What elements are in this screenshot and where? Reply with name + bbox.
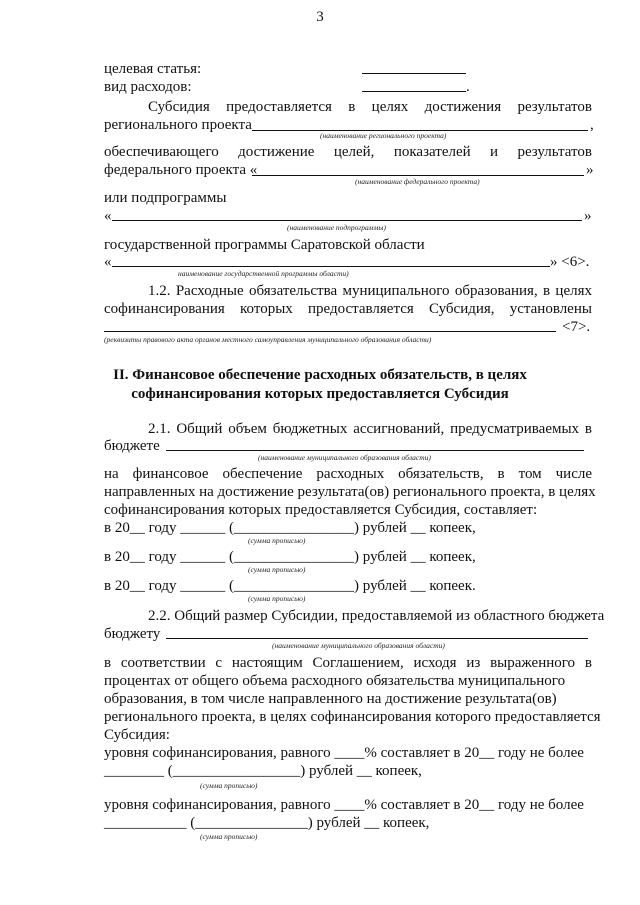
word: из bbox=[466, 655, 481, 671]
section2-heading-line2: софинансирования которых предоставляется Субсидия bbox=[131, 386, 509, 402]
word: результатов bbox=[517, 144, 592, 160]
word: числе bbox=[555, 466, 592, 482]
federal-project-prefix: федерального проекта « bbox=[104, 162, 258, 178]
word: и bbox=[490, 144, 499, 160]
p21-year-row: в 20__ году ______ (________________) рублей __ копеек, bbox=[104, 549, 476, 565]
word: Субсидия bbox=[148, 99, 210, 115]
word: показателей bbox=[393, 144, 471, 160]
subprogram-blank bbox=[112, 220, 582, 221]
word: обязательств, bbox=[398, 466, 484, 482]
sum-caption: (сумма прописью) bbox=[200, 832, 258, 841]
p22-line5: образования, в том числе направленного на достижение результата(ов) bbox=[104, 691, 557, 707]
word: ассигнований, bbox=[353, 421, 445, 437]
word: 2.1. bbox=[148, 421, 171, 437]
expense-type-label: вид расходов: bbox=[104, 79, 192, 95]
word: Субсидия, bbox=[428, 301, 495, 317]
word: которых bbox=[240, 301, 293, 317]
p21-budget-blank bbox=[166, 450, 584, 451]
word: в bbox=[348, 99, 356, 115]
p22-level-sum: ___________ (_______________) рублей __ копеек, bbox=[104, 815, 430, 831]
word: результатов bbox=[517, 99, 592, 115]
word: целях bbox=[371, 99, 409, 115]
word: обеспечивающего bbox=[104, 144, 219, 160]
p21-year-row: в 20__ году ______ (________________) рублей __ копеек, bbox=[104, 520, 476, 536]
p22-line7: Субсидия: bbox=[104, 727, 170, 743]
expense-type-blank bbox=[362, 91, 466, 92]
word: Расходные bbox=[175, 283, 244, 299]
state-program-suffix: » <6>. bbox=[550, 254, 590, 270]
word: предоставляется bbox=[226, 99, 332, 115]
p12-suffix: <7>. bbox=[562, 319, 591, 335]
close-quote: » bbox=[584, 208, 592, 224]
p22-level-sum: ________ (_________________) рублей __ копеек, bbox=[104, 763, 422, 779]
word: бюджетных bbox=[272, 421, 348, 437]
p22-level-row: уровня софинансирования, равного ____% составляет в 20__ году не более bbox=[104, 797, 584, 813]
word: целях bbox=[555, 283, 592, 299]
open-quote: « bbox=[104, 208, 112, 224]
word: образования, bbox=[454, 283, 538, 299]
subprogram-caption: (наименование подпрограммы) bbox=[287, 223, 386, 232]
comma: , bbox=[590, 117, 594, 133]
word: предоставляется bbox=[307, 301, 414, 317]
word: выраженного bbox=[490, 655, 576, 671]
p22-budget-blank bbox=[166, 638, 588, 639]
section2-heading-line1: II. Финансовое обеспечение расходных обязательств, в целях bbox=[113, 367, 527, 383]
regional-project-prefix: регионального проекта bbox=[104, 117, 252, 133]
sum-caption: (сумма прописью) bbox=[248, 594, 306, 603]
p12-blank bbox=[104, 331, 556, 332]
p21-budget-caption: (наименование муниципального образования области) bbox=[258, 453, 431, 462]
word: предусматриваемых bbox=[450, 421, 580, 437]
open-quote: « bbox=[104, 254, 112, 270]
word: обязательства bbox=[248, 283, 338, 299]
state-program: государственной программы Саратовской области bbox=[104, 237, 425, 253]
word: муниципального bbox=[342, 283, 450, 299]
word: обеспечение bbox=[222, 466, 303, 482]
word: соответствии bbox=[120, 655, 206, 671]
word: объем bbox=[228, 421, 267, 437]
word: том bbox=[518, 466, 542, 482]
word: софинансирования bbox=[104, 301, 225, 317]
target-article-blank bbox=[362, 73, 466, 74]
p12-line1 bbox=[148, 282, 592, 300]
p22-level-row: уровня софинансирования, равного ____% составляет в 20__ году не более bbox=[104, 745, 584, 761]
p22-line6: регионального проекта, в целях софинансирования которого предоставляется bbox=[104, 709, 601, 725]
p22-budget-caption: (наименование муниципального образования области) bbox=[272, 641, 445, 650]
page-number: 3 bbox=[316, 9, 324, 25]
word: в bbox=[104, 655, 112, 671]
federal-project-caption: (наименование федерального проекта) bbox=[355, 177, 480, 186]
sum-caption: (сумма прописью) bbox=[248, 536, 306, 545]
word: достижения bbox=[424, 99, 502, 115]
word: финансовое bbox=[132, 466, 209, 482]
word: установлены bbox=[509, 301, 592, 317]
sum-caption: (сумма прописью) bbox=[248, 565, 306, 574]
word: достижение bbox=[238, 144, 315, 160]
word: 1.2. bbox=[148, 283, 171, 299]
p22-line1: 2.2. Общий размер Субсидии, предоставляемой из областного бюджета bbox=[148, 608, 605, 624]
word: Соглашением, bbox=[312, 655, 404, 671]
p21-line5: софинансирования которых предоставляется Субсидия, составляет: bbox=[104, 502, 538, 518]
p22-line3 bbox=[104, 654, 592, 672]
p12-caption: (реквизиты правового акта органов местного самоуправления муниципального образования области) bbox=[104, 335, 432, 344]
sum-caption: (сумма прописью) bbox=[200, 781, 258, 790]
word: в bbox=[497, 466, 505, 482]
word: настоящим bbox=[231, 655, 303, 671]
word: в bbox=[584, 421, 592, 437]
target-article-label: целевая статья: bbox=[104, 61, 202, 77]
p21-year-row: в 20__ году ______ (________________) рублей __ копеек. bbox=[104, 578, 476, 594]
expense-type-dot: . bbox=[466, 79, 470, 95]
ensuring-line bbox=[104, 143, 592, 161]
p21-budget-prefix: бюджете bbox=[104, 438, 160, 454]
p21-line4: направленных на достижение результата(ов) регионального проекта, в целях bbox=[104, 484, 596, 500]
word: исходя bbox=[413, 655, 457, 671]
or-subprogram: или подпрограммы bbox=[104, 190, 227, 206]
word: на bbox=[104, 466, 119, 482]
p22-budget-prefix: бюджету bbox=[104, 626, 161, 642]
close-quote: » bbox=[586, 162, 594, 178]
p12-line2 bbox=[104, 300, 592, 318]
p21-line1 bbox=[148, 420, 592, 438]
word: в bbox=[584, 655, 592, 671]
federal-project-blank bbox=[252, 175, 584, 176]
word: Общий bbox=[176, 421, 223, 437]
p21-line3 bbox=[104, 465, 592, 483]
word: в bbox=[543, 283, 551, 299]
word: целей, bbox=[333, 144, 375, 160]
state-program-caption: наименование государственной программы области) bbox=[178, 269, 349, 278]
p22-line4: процентах от общего объема расходного обязательства муниципального bbox=[104, 673, 566, 689]
word: расходных bbox=[316, 466, 385, 482]
state-program-blank bbox=[112, 266, 550, 267]
regional-project-caption: (наименование регионального проекта) bbox=[320, 131, 447, 140]
word: с bbox=[215, 655, 223, 671]
subsidy-line bbox=[148, 98, 592, 116]
